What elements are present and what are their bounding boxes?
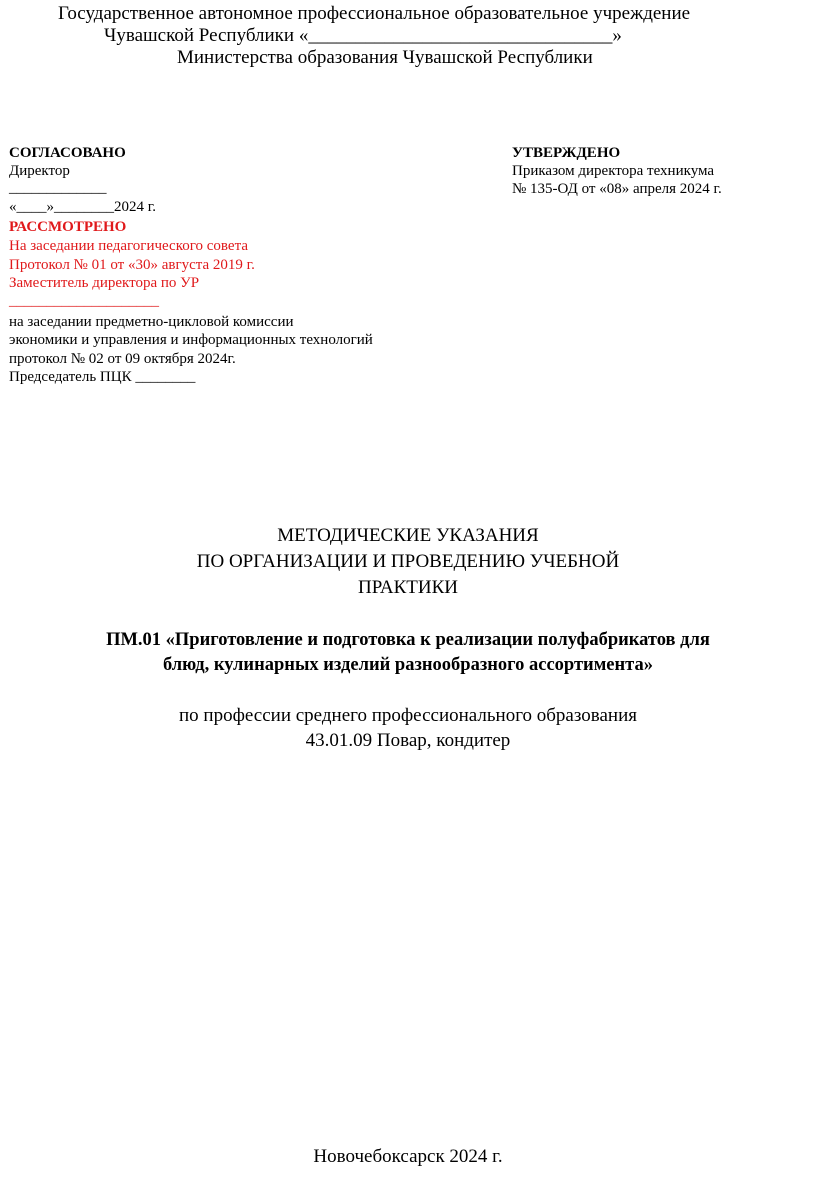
institution-line-2: Чувашской Республики «________________________________» xyxy=(104,25,622,46)
agreed-date-line: «____»________2024 г. xyxy=(9,199,156,215)
reviewed-deputy-line: Заместитель директора по УР xyxy=(9,275,200,291)
approved-order-line: Приказом директора техникума xyxy=(512,163,715,179)
reviewed-heading: РАССМОТРЕНО xyxy=(9,219,127,235)
commission-line-2: экономики и управления и информационных технологий xyxy=(9,332,373,348)
profession-line-1: по профессии среднего профессионального образования xyxy=(178,705,637,726)
reviewed-council-line: На заседании педагогического совета xyxy=(9,238,248,254)
module-line-2: блюд, кулинарных изделий разнообразного ассортимента» xyxy=(163,655,653,675)
agreed-signature-line: _____________ xyxy=(9,180,107,196)
document-title-line-2: ПО ОРГАНИЗАЦИИ И ПРОВЕДЕНИЮ УЧЕБНОЙ xyxy=(196,551,620,572)
agreed-heading: СОГЛАСОВАНО xyxy=(9,145,126,161)
agreed-role: Директор xyxy=(9,163,70,179)
module-line-1: ПМ.01 «Приготовление и подготовка к реализации полуфабрикатов для xyxy=(106,630,710,650)
reviewed-protocol-line: Протокол № 01 от «30» августа 2019 г. xyxy=(9,257,255,273)
approved-order-number: № 135-ОД от «08» апреля 2024 г. xyxy=(512,181,722,197)
commission-line-1: на заседании предметно-цикловой комиссии xyxy=(9,314,294,330)
approved-heading: УТВЕРЖДЕНО xyxy=(512,145,621,161)
document-title-line-1: МЕТОДИЧЕСКИЕ УКАЗАНИЯ xyxy=(277,525,539,546)
institution-line-1: Государственное автономное профессиональное образовательное учреждение xyxy=(58,3,691,24)
profession-code-line: 43.01.09 Повар, кондитер xyxy=(305,730,511,751)
document-title-line-3: ПРАКТИКИ xyxy=(358,577,458,598)
commission-protocol-line: протокол № 02 от 09 октября 2024г. xyxy=(9,351,236,367)
ministry-line: Министерства образования Чувашской Республики xyxy=(177,47,593,68)
commission-chair-line: Председатель ПЦК ________ xyxy=(9,369,196,385)
footer-place-year: Новочебоксарск 2024 г. xyxy=(313,1146,503,1167)
reviewed-signature-line: ____________________ xyxy=(9,293,159,309)
